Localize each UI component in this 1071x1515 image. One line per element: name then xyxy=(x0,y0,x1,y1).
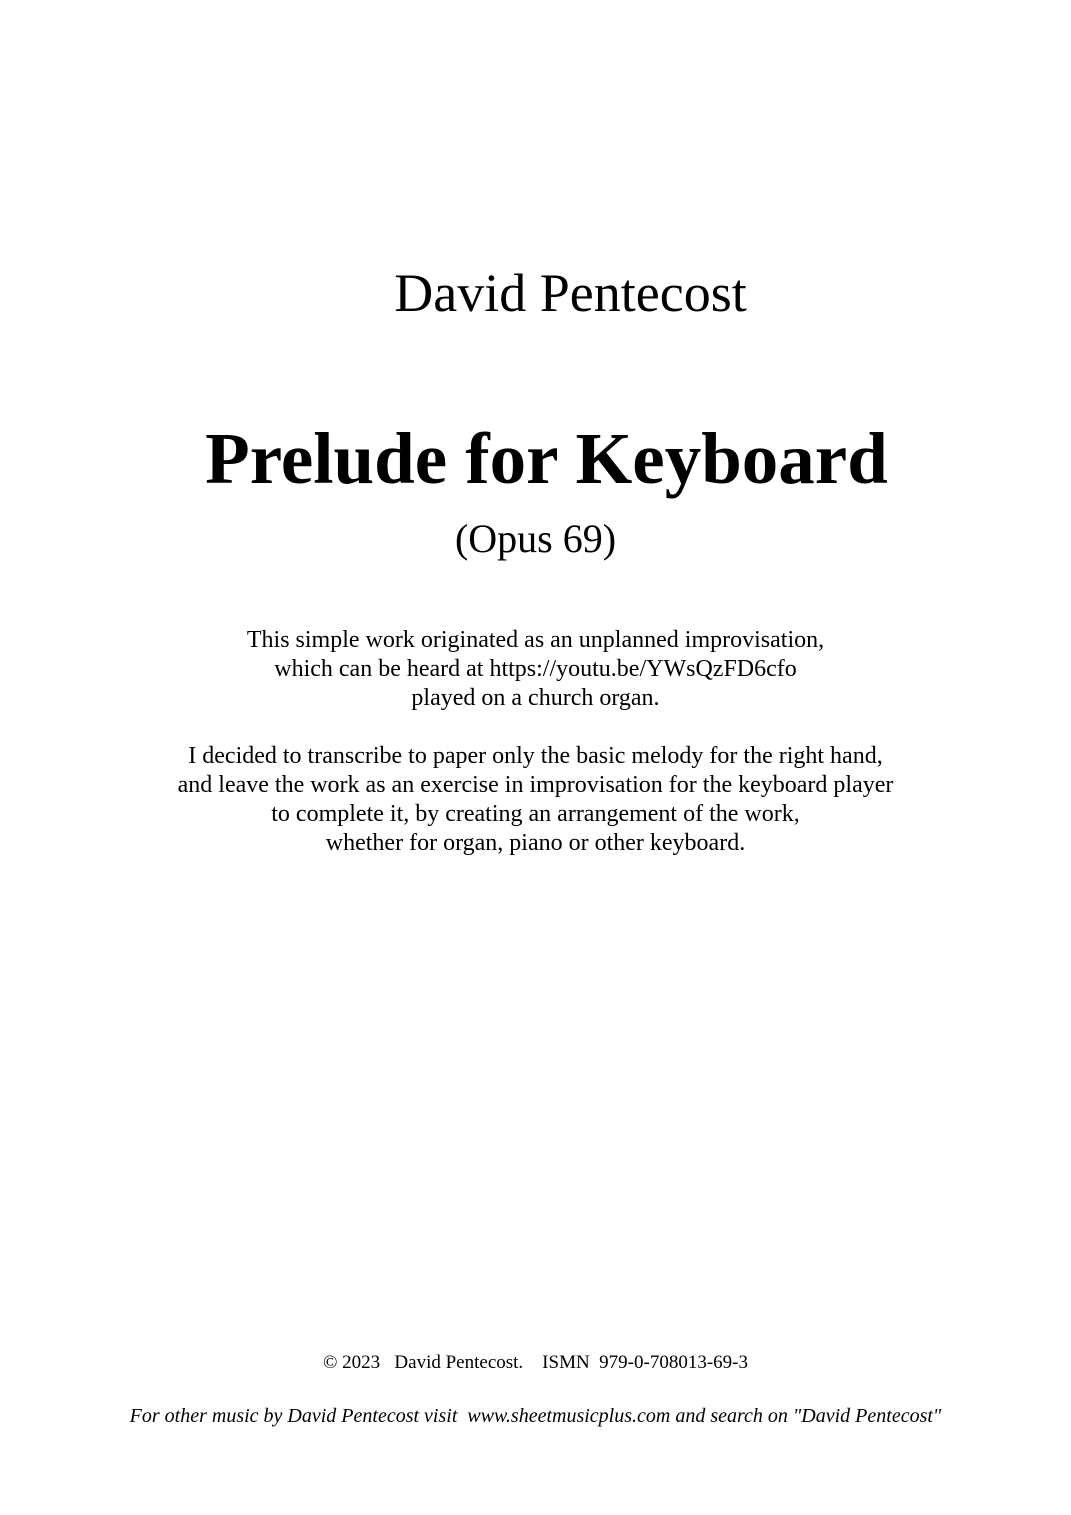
paragraph-line: and leave the work as an exercise in improvisation for the keyboard player xyxy=(177,772,894,798)
description-paragraph-1 xyxy=(0,626,1071,713)
paragraph-line: whether for organ, piano or other keyboard. xyxy=(325,830,746,856)
paragraph-line: This simple work originated as an unplanned improvisation, xyxy=(246,627,825,653)
copyright-notice: © 2023 David Pentecost. ISMN 979-0-708013-69-3 xyxy=(322,1352,748,1373)
composer-name: David Pentecost xyxy=(394,263,747,323)
paragraph-line-youtube-link: which can be heard at https://youtu.be/YWsQzFD6cfo xyxy=(274,656,797,682)
opus-number: (Opus 69) xyxy=(454,516,617,561)
paragraph-line: I decided to transcribe to paper only the basic melody for the right hand, xyxy=(188,743,883,769)
work-title: Prelude for Keyboard xyxy=(205,418,888,499)
paragraph-line: played on a church organ. xyxy=(411,685,660,711)
paragraph-line: to complete it, by creating an arrangement of the work, xyxy=(271,801,800,827)
description-paragraph-2 xyxy=(0,742,1071,858)
promo-footer: For other music by David Pentecost visit www.sheetmusicplus.com and search on "David Pentecost" xyxy=(129,1405,942,1427)
